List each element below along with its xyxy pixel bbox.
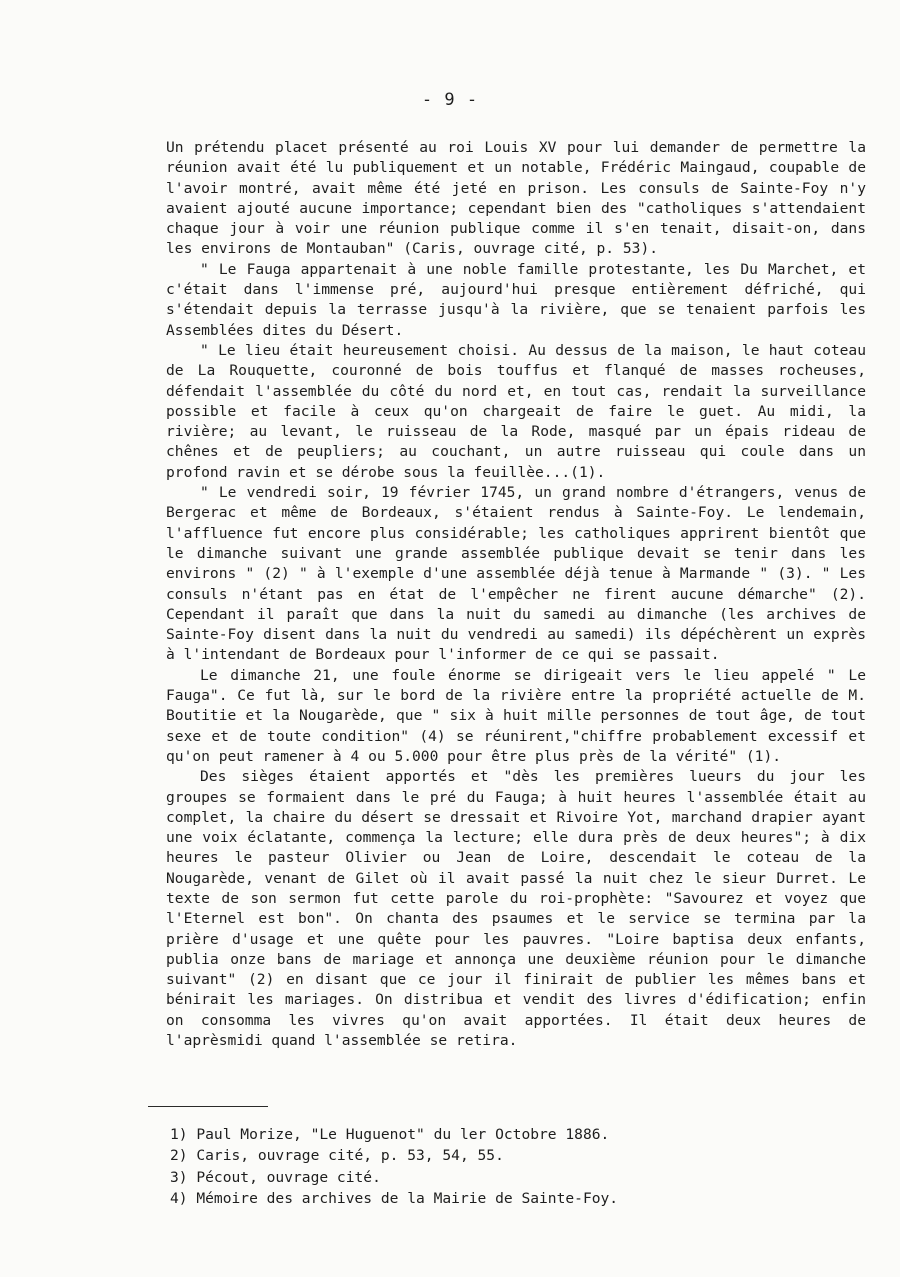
paragraph: Le dimanche 21, une foule énorme se dirigeait vers le lieu appelé " Le Fauga". Ce fut là, sur le bord de la rivière entre la propriété actuelle de M. Boutitie et la Nougarède, que " six à huit mille personnes de tout âge, de tout sexe et de toute condition" (4) se réunirent,"chiffre probablement excessif et qu'on peut ramener à 4 ou 5.000 pour être plus près de la vérité" (1). bbox=[166, 666, 866, 765]
paragraph: " Le lieu était heureusement choisi. Au dessus de la maison, le haut coteau de La Rouquette, couronné de bois touffus et flanqué de masses rocheuses, défendait l'assemblée du côté du nord et, en tout cas, rendait la surveillance possible et facile à ceux qu'on chargeait de faire le guet. Au midi, la rivière; au levant, le ruisseau de la Rode, masqué par un épais rideau de chênes et de peupliers; au couchant, un autre ruisseau qui coule dans un profond ravin et se dérobe sous la feuillèe...(1). bbox=[166, 341, 866, 481]
paragraph: " Le vendredi soir, 19 février 1745, un grand nombre d'étrangers, venus de Bergerac et même de Bordeaux, s'étaient rendus à Sainte-Foy. Le lendemain, l'affluence fut encore plus considérable; les catholiques apprirent bientôt que le dimanche suivant une grande assemblée publique devait se tenir dans les environs " (2) " à l'exemple d'une assemblée déjà tenue à Marmande " (3). " Les consuls n'étant pas en état de l'empêcher ne firent aucune démarche" (2). Cependant il paraît que dans la nuit du samedi au dimanche (les archives de Sainte-Foy disent dans la nuit du vendredi au samedi) ils dépéchèrent un exprès à l'intendant de Bordeaux pour l'informer de ce qui se passait. bbox=[166, 484, 866, 664]
footnote-divider bbox=[148, 1106, 268, 1107]
footnote: 2) Caris, ouvrage cité, p. 53, 54, 55. bbox=[170, 1147, 504, 1165]
paragraph: Des sièges étaient apportés et "dès les premières lueurs du jour les groupes se formaient dans le pré du Fauga; à huit heures l'assemblée était au complet, la chaire du désert se dressait et Rivoire Yot, marchand drapier ayant une voix éclatante, commença la lecture; elle dura près de deux heures"; à dix heures le pasteur Olivier ou Jean de Loire, descendait le coteau de la Nougarède, venant de Gilet où il avait passé la nuit chez le sieur Durret. Le texte de son sermon fut cette parole du roi-prophète: "Savourez et voyez que l'Eternel est bon". On chanta des psaumes et le service se termina par la prière d'usage et une quête pour les pauvres. "Loire baptisa deux enfants, publia onze bans de mariage et annonça une deuxième réunion pour le dimanche suivant" (2) en disant que ce jour il finirait de publier les mêmes bans et bénirait les mariages. On distribua et vendit des livres d'édification; enfin on consomma les vivres qu'on avait apportées. Il était deux heures de l'aprèsmidi quand l'assemblée se retira. bbox=[166, 768, 866, 1050]
page-number: - 9 - bbox=[421, 90, 479, 110]
footnote: 1) Paul Morize, "Le Huguenot" du ler Octobre 1886. bbox=[170, 1126, 610, 1143]
footnote: 4) Mémoire des archives de la Mairie de Sainte-Foy. bbox=[170, 1189, 619, 1207]
paragraph: Un prétendu placet présenté au roi Louis XV pour lui demander de permettre la réunion avait été lu publiquement et un notable, Frédéric Maingaud, coupable de l'avoir montré, avait même été jeté en prison. Les consuls de Sainte-Foy n'y avaient ajouté aucune importance; cependant bien des "catholiques s'attendaient chaque jour à voir une réunion publique comme il s'en tenait, disait-on, dans les environs de Montauban" (Caris, ouvrage cité, p. 53). bbox=[166, 139, 866, 258]
footnotes bbox=[170, 1124, 810, 1209]
paragraph: " Le Fauga appartenait à une noble famille protestante, les Du Marchet, et c'était dans l'immense pré, aujourd'hui presque entièrement défriché, qui s'étendait depuis la terrasse jusqu'à la rivière, que se tenaient parfois les Assemblées dites du Désert. bbox=[166, 260, 866, 339]
body-text bbox=[166, 138, 866, 1051]
footnote: 3) Pécout, ouvrage cité. bbox=[170, 1168, 381, 1186]
